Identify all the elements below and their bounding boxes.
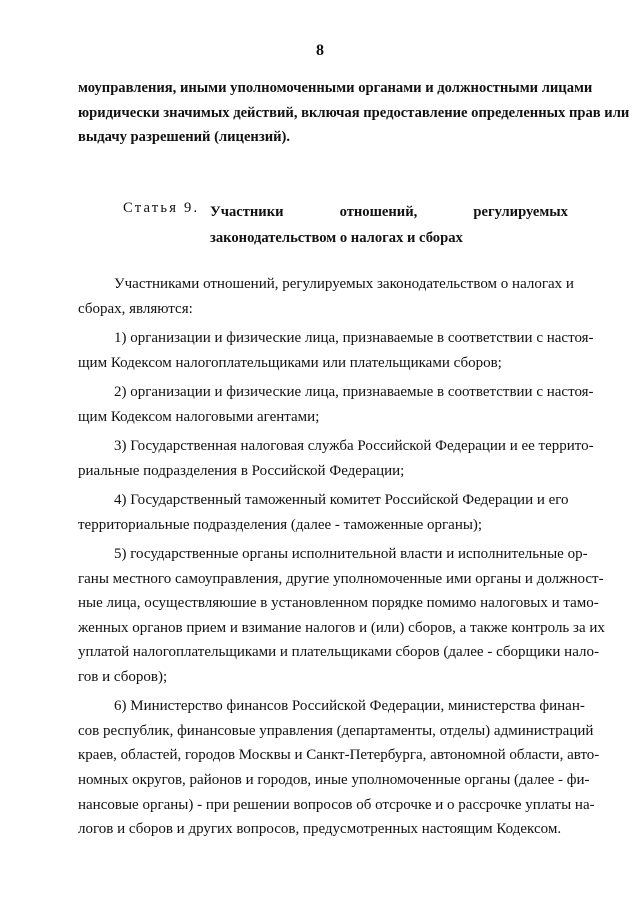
paragraph — [78, 694, 600, 842]
article-title-word: регулируемых — [473, 204, 568, 220]
paragraph — [78, 488, 568, 537]
text-line: нансовые органы) - при решении вопросов об отсрочке и о рассрочке уплаты на- — [78, 796, 595, 813]
text-line: женных органов прием и взимание налогов и (или) сборов, а также контроль за их — [78, 619, 605, 636]
text-line: выдачу разрешений (лицензий). — [78, 129, 291, 146]
text-line: сов республик, финансовые управления (департаменты, отделы) администраций — [78, 722, 594, 739]
paragraph — [78, 380, 594, 429]
page-number: 8 — [316, 42, 324, 59]
text-line: Участниками отношений, регулируемых законодательством о налогах и — [114, 276, 574, 292]
article-body — [78, 272, 605, 847]
text-line: уплатой налогоплательщиками и плательщиками сборов (далее - сборщики нало- — [78, 644, 599, 661]
intro-text — [78, 76, 630, 150]
text-line: номных округов, районов и городов, иные уполномоченные органы (далее - фи- — [78, 772, 590, 789]
text-line: юридически значимых действий, включая предоставление определенных прав или — [78, 104, 630, 121]
paragraph — [78, 272, 574, 321]
text-line: щим Кодексом налоговыми агентами; — [78, 408, 320, 425]
text-line: 5) государственные органы исполнительной власти и исполнительные ор- — [114, 545, 588, 562]
text-line: логов и сборов и других вопросов, предусмотренных настоящим Кодексом. — [78, 821, 562, 838]
article-title-line-2: законодательством о налогах и сборах — [210, 230, 463, 246]
text-line: краев, областей, городов Москвы и Санкт-Петербурга, автономной области, авто- — [78, 747, 600, 764]
article-title-word: Участники — [210, 204, 284, 220]
text-line: ные лица, осуществляюшие в установленном порядке помимо налоговых и тамо- — [78, 595, 599, 612]
text-line: 4) Государственный таможенный комитет Российской Федерации и его — [114, 491, 569, 508]
text-line: 6) Министерство финансов Российской Федерации, министерства финан- — [114, 698, 585, 715]
paragraph — [78, 542, 605, 690]
text-line: 1) организации и физические лица, признаваемые в соответствии с настоя- — [114, 329, 594, 346]
text-line: 2) организации и физические лица, признаваемые в соответствии с настоя- — [114, 383, 594, 400]
paragraph — [78, 326, 594, 375]
article-title-word: отношений, — [339, 204, 418, 220]
text-line: гов и сборов); — [78, 668, 168, 685]
article-label: Статья 9. — [123, 200, 200, 216]
paragraph — [78, 434, 594, 483]
text-line: ганы местного самоуправления, другие уполномоченные ими органы и должност- — [78, 570, 604, 587]
text-line: риальные подразделения в Российской Федерации; — [78, 462, 405, 479]
text-line: территориальные подразделения (далее - таможенные органы); — [78, 516, 483, 533]
text-line: сборах, являются: — [78, 300, 193, 317]
text-line: 3) Государственная налоговая служба Российской Федерации и ее террито- — [114, 437, 594, 454]
article-title-line-1 — [210, 200, 568, 224]
text-line: щим Кодексом налогоплательщиками или плательщиками сборов; — [78, 354, 502, 371]
text-line: моуправления, иными уполномоченными органами и должностными лицами — [78, 80, 593, 96]
